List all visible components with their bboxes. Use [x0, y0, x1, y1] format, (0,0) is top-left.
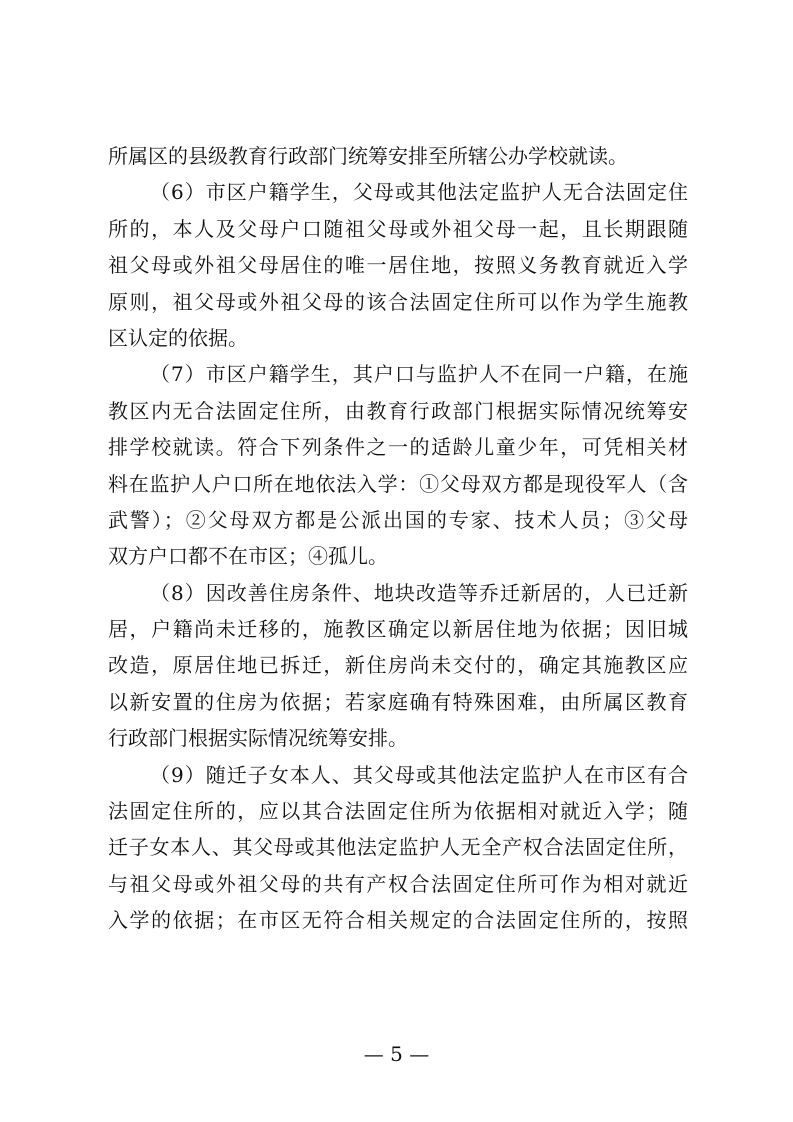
paragraph-7-line: （7）市区户籍学生，其户口与监护人不在同一户籍，在施	[150, 362, 688, 387]
text-line: 教区内无合法固定住所，由教育行政部门根据实际情况统筹安	[108, 398, 688, 423]
text-line: 改造，原居住地已拆迁，新住房尚未交付的，确定其施教区应	[108, 653, 688, 678]
text-line: 双方户口都不在市区；④孤儿。	[108, 544, 388, 569]
text-line: 与祖父母或外祖父母的共有产权合法固定住所可作为相对就近	[108, 871, 688, 896]
paragraph-6-line: （6）市区户籍学生，父母或其他法定监护人无合法固定住	[150, 180, 688, 205]
text-line: 武警）；②父母双方都是公派出国的专家、技术人员；③父母	[108, 507, 688, 532]
page-number: — 5 —	[363, 1042, 430, 1066]
text-line: 迁子女本人、其父母或其他法定监护人无全产权合法固定住所，	[108, 835, 688, 860]
text-line: 原则，祖父母或外祖父母的该合法固定住所可以作为学生施教	[108, 289, 688, 314]
text-line: 法固定住所的，应以其合法固定住所为依据相对就近入学；随	[108, 799, 688, 824]
text-line: 所属区的县级教育行政部门统筹安排至所辖公办学校就读。	[108, 144, 628, 168]
paragraph-9-line: （9）随迁子女本人、其父母或其他法定监护人在市区有合	[150, 762, 688, 787]
text-line: 所的，本人及父母户口随祖父母或外祖父母一起，且长期跟随	[108, 216, 688, 241]
text-line: 居，户籍尚未迁移的，施教区确定以新居住地为依据；因旧城	[108, 617, 688, 642]
body-text	[108, 138, 688, 939]
text-line: 入学的依据；在市区无符合相关规定的合法固定住所的，按照	[108, 908, 688, 933]
text-line: 祖父母或外祖父母居住的唯一居住地，按照义务教育就近入学	[108, 253, 688, 278]
text-line: 排学校就读。符合下列条件之一的适龄儿童少年，可凭相关材	[108, 435, 688, 460]
text-line: 以新安置的住房为依据；若家庭确有特殊困难，由所属区教育	[108, 689, 688, 714]
text-line: 区认定的依据。	[108, 325, 248, 350]
paragraph-8-line: （8）因改善住房条件、地块改造等乔迁新居的，人已迁新	[150, 580, 688, 605]
text-line: 行政部门根据实际情况统筹安排。	[108, 726, 408, 751]
text-line: 料在监护人户口所在地依法入学：①父母双方都是现役军人（含	[108, 471, 688, 496]
